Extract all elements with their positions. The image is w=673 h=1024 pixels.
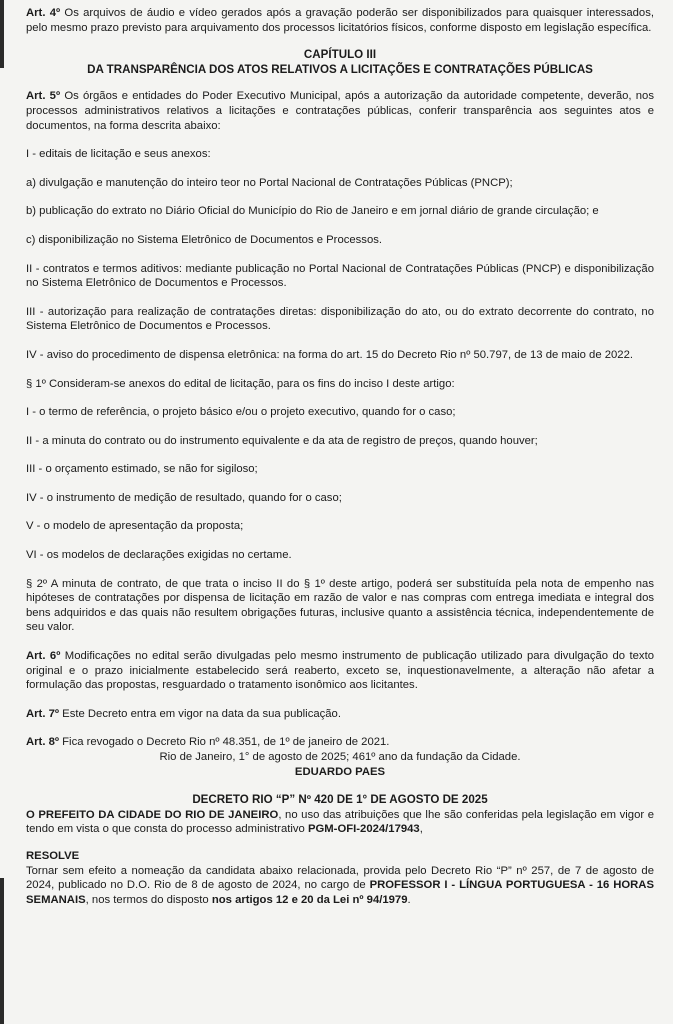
list-item: § 2º A minuta de contrato, de que trata o inciso II do § 1º deste artigo, poderá ser substituída pela nota de empenho nas hipóteses de contratações por dispensa de licitação em razão de valor e nas compras com entrega imediata e integral dos bens adquiridos e das quais não resultem obrigações futuras, inclusive quanto a assistência técnica, independentemente de seu valor. xyxy=(26,577,654,634)
list-item: IV - o instrumento de medição de resultado, quando for o caso; xyxy=(26,491,342,504)
article-6 xyxy=(26,649,654,693)
page-edge-marker-bottom xyxy=(0,878,4,1024)
list-item: I - o termo de referência, o projeto básico e/ou o projeto executivo, quando for o caso; xyxy=(26,406,456,419)
chapter-title: DA TRANSPARÊNCIA DOS ATOS RELATIVOS A LICITAÇÕES E CONTRATAÇÕES PÚBLICAS xyxy=(87,62,593,76)
article-text: Este Decreto entra em vigor na data da sua publicação. xyxy=(59,707,341,720)
article-text: Os arquivos de áudio e vídeo gerados após a gravação poderão ser disponibilizados para quaisquer interessados, pelo mesmo prazo previsto para arquivamento dos processos licitatórios físicos, conforme disposto em legislação específica. xyxy=(26,7,654,34)
article-label: Art. 7º xyxy=(26,707,60,720)
list-item: III - autorização para realização de contratações diretas: disponibilização do ato, ou do extrato decorrente do contrato, no Sistema Eletrônico de Documentos e Processos. xyxy=(26,305,654,333)
decree-title: DECRETO RIO “P” Nº 420 DE 1° DE AGOSTO DE 2025 xyxy=(192,793,488,807)
preamble-end: , xyxy=(419,823,423,836)
list-item: II - a minuta do contrato ou do instrumento equivalente e da ata de registro de preços, quando houver; xyxy=(26,434,538,447)
article-label: Art. 8º xyxy=(26,736,60,749)
article-text: Modificações no edital serão divulgadas pelo mesmo instrumento de publicação utilizado para divulgação do texto original e o prazo inicialmente estabelecido será reaberto, exceto se, inquestionavelmente, a alteração não afetar a formulação das propostas, resguardado o tratamento isonômico aos licitantes. xyxy=(26,650,654,692)
body-end: . xyxy=(407,893,411,906)
signature-name: EDUARDO PAES xyxy=(294,765,386,778)
body-text: , nos termos do disposto xyxy=(85,893,212,906)
list-item: I - editais de licitação e seus anexos: xyxy=(26,148,211,161)
article-5 xyxy=(26,89,654,133)
chapter-number: CAPÍTULO III xyxy=(303,48,377,62)
list-item: V - o modelo de apresentação da proposta; xyxy=(26,520,244,533)
list-item: III - o orçamento estimado, se não for sigiloso; xyxy=(26,463,258,476)
article-label: Art. 5º xyxy=(26,90,61,103)
mayor-title: O PREFEITO DA CIDADE DO RIO DE JANEIRO xyxy=(26,808,279,821)
list-item: b) publicação do extrato no Diário Oficial do Município do Rio de Janeiro e em jornal diário de grande circulação; e xyxy=(26,205,599,218)
job-role: PROFESSOR I - LÍNGUA PORTUGUESA - 16 HORAS SEMANAIS xyxy=(26,879,655,906)
list-item: II - contratos e termos aditivos: mediante publicação no Portal Nacional de Contratações Públicas (PNCP) e disponibilização no Sistema Eletrônico de Documentos e Processos. xyxy=(26,262,654,290)
preamble-text: , no uso das atribuições que lhe são conferidas pela legislação em vigor e tendo em vista o que consta do processo administrativo xyxy=(26,808,654,836)
article-7 xyxy=(26,707,654,722)
list-item: c) disponibilização no Sistema Eletrônico de Documentos e Processos. xyxy=(26,233,383,246)
signature-place-date: Rio de Janeiro, 1° de agosto de 2025; 461º ano da fundação da Cidade. xyxy=(159,751,521,763)
gazette-page xyxy=(26,6,654,907)
article-4 xyxy=(26,6,654,35)
list-item: IV - aviso do procedimento de dispensa eletrônica: na forma do art. 15 do Decreto Rio nº 50.797, de 13 de maio de 2022. xyxy=(26,348,634,361)
law-reference: nos artigos 12 e 20 da Lei nº 94/1979 xyxy=(211,893,408,906)
article-label: Art. 6º xyxy=(26,650,61,663)
article-label: Art. 4º xyxy=(26,7,61,19)
list-item: § 1º Consideram-se anexos do edital de licitação, para os fins do inciso I deste artigo: xyxy=(26,377,455,390)
page-edge-marker-top xyxy=(0,0,4,68)
body-text: Tornar sem efeito a nomeação da candidata abaixo relacionada, provida pelo Decreto Rio “P” nº 257, de 7 de agosto de 2024, publicado no D.O. Rio de 8 de agosto de 2024, no cargo de xyxy=(26,864,654,892)
decree-preamble xyxy=(26,808,654,837)
article-text: Fica revogado o Decreto Rio nº 48.351, de 1º de janeiro de 2021. xyxy=(59,736,390,749)
resolve-heading: RESOLVE xyxy=(26,849,80,862)
list-item: VI - os modelos de declarações exigidas no certame. xyxy=(26,549,292,562)
article-8 xyxy=(26,735,654,750)
process-number: PGM-OFI-2024/17943 xyxy=(307,823,420,836)
article-text: Os órgãos e entidades do Poder Executivo Municipal, após a autorização da autoridade competente, deverão, nos processos administrativos relativos a licitações e contratações públicas, conferir transparência aos seguintes atos e documentos, na forma descrita abaixo: xyxy=(26,90,654,132)
decree-body xyxy=(26,864,654,908)
list-item: a) divulgação e manutenção do inteiro teor no Portal Nacional de Contratações Públicas (PNCP); xyxy=(26,176,513,189)
